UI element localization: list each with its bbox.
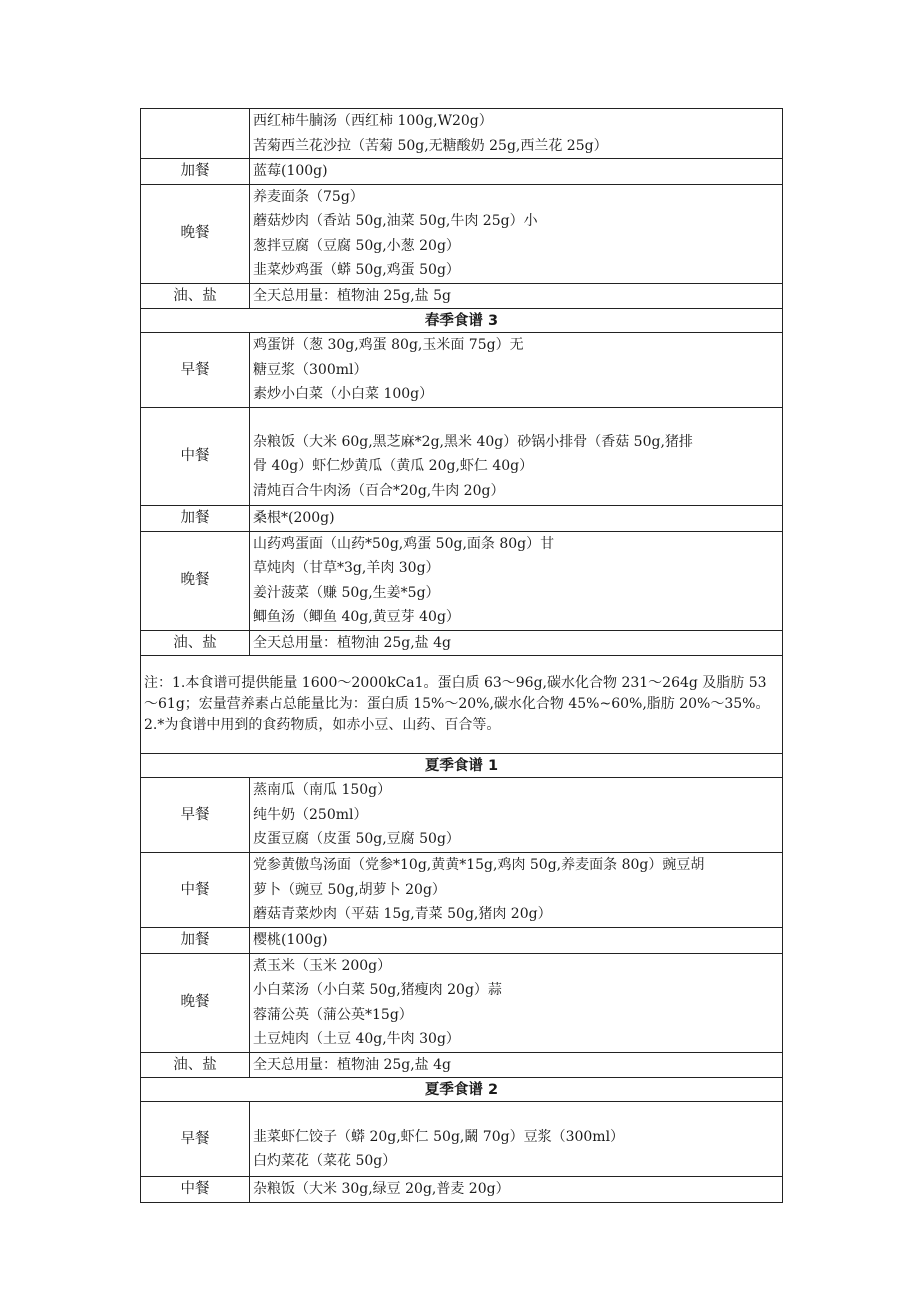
meal-items [250, 630, 783, 656]
meal-item: 鸡蛋饼（葱 30g,鸡蛋 80g,玉米面 75g）无 [253, 337, 524, 354]
meal-items [250, 853, 783, 928]
meal-item: 蘑菇炒肉（香站 50g,油菜 50g,牛肉 25g）小 [253, 213, 538, 229]
meal-label: 加餐 [141, 506, 250, 532]
meal-item: 西红柿牛腩汤（西红柿 100g,W20g） [253, 113, 493, 129]
meal-items [250, 333, 783, 408]
note-line: 2.*为食谱中用到的食药物质，如赤小豆、山药、百合等。 [144, 717, 501, 733]
table-row [141, 506, 783, 532]
meal-items [250, 184, 783, 283]
meal-item: 土豆炖肉（土豆 40g,牛肉 30g） [253, 1031, 460, 1047]
meal-label: 中餐 [141, 1177, 250, 1203]
meal-item: 素炒小白菜（小白菜 100g） [253, 386, 434, 403]
meal-plan-table [140, 108, 783, 1203]
meal-item: 桑根*(200g) [253, 510, 335, 526]
note-text [141, 656, 783, 754]
table-row [141, 853, 783, 928]
meal-label-empty [141, 109, 250, 159]
meal-items [250, 408, 783, 506]
note-row [141, 656, 783, 754]
meal-item: 鲫鱼汤（鲫鱼 40g,黄豆芽 40g） [253, 609, 460, 625]
meal-item: 蓝莓(100g) [253, 163, 328, 179]
meal-item: 韭菜虾仁饺子（蟒 20g,虾仁 50g,鬫 70g）豆浆（300ml） [253, 1128, 625, 1145]
table-row [141, 778, 783, 853]
meal-label: 中餐 [141, 408, 250, 506]
meal-label: 加餐 [141, 159, 250, 185]
meal-label: 油、盐 [141, 283, 250, 309]
table-row [141, 159, 783, 185]
meal-item: 萝卜（豌豆 50g,胡萝卜 20g） [253, 881, 446, 898]
meal-item: 清炖百合牛肉汤（百合*20g,牛肉 20g） [253, 482, 505, 499]
table-row [141, 1102, 783, 1177]
meal-label: 早餐 [141, 778, 250, 853]
table-row [141, 630, 783, 656]
table-row [141, 408, 783, 506]
meal-items [250, 953, 783, 1052]
meal-label: 晚餐 [141, 184, 250, 283]
meal-item: 小白菜汤（小白菜 50g,猪瘦肉 20g）蒜 [253, 982, 502, 998]
meal-items [250, 109, 783, 159]
table-row [141, 283, 783, 309]
section-title-row [141, 1078, 783, 1102]
section-title-row [141, 309, 783, 333]
meal-item: 草炖肉（甘草*3g,羊肉 30g） [253, 560, 440, 576]
meal-item: 纯牛奶（250ml） [253, 806, 368, 823]
meal-item: 全天总用量：植物油 25g,盐 4g [253, 634, 451, 651]
table-row [141, 333, 783, 408]
section-title-row [141, 754, 783, 778]
meal-items [250, 283, 783, 309]
meal-label: 油、盐 [141, 630, 250, 656]
table-row [141, 184, 783, 283]
table-row [141, 109, 783, 159]
table-row [141, 1177, 783, 1203]
meal-label: 晚餐 [141, 953, 250, 1052]
section-title: 夏季食谱 1 [141, 754, 783, 778]
meal-item: 骨 40g）虾仁炒黄瓜（黄瓜 20g,虾仁 40g） [253, 458, 534, 475]
meal-item: 养麦面条（75g） [253, 188, 364, 205]
table-row [141, 1052, 783, 1078]
meal-label: 晚餐 [141, 531, 250, 630]
meal-items [250, 778, 783, 853]
meal-label: 早餐 [141, 333, 250, 408]
meal-item: 山药鸡蛋面（山药*50g,鸡蛋 50g,面条 80g）甘 [253, 535, 555, 552]
meal-item: 糖豆浆（300ml） [253, 361, 368, 378]
meal-item: 苦菊西兰花沙拉（苦菊 50g,无糖酸奶 25g,西兰花 25g） [253, 137, 608, 154]
meal-item: 白灼菜花（菜花 50g） [253, 1153, 397, 1169]
meal-item: 葱拌豆腐（豆腐 50g,小葱 20g） [253, 237, 460, 254]
meal-label: 早餐 [141, 1102, 250, 1177]
section-title: 夏季食谱 2 [141, 1078, 783, 1102]
meal-item: 蒸南瓜（南瓜 150g） [253, 782, 392, 799]
meal-item: 蘑菇青菜炒肉（平菇 15g,青菜 50g,猪肉 20g） [253, 906, 552, 923]
note-line: 注：1.本食谱可提供能量 1600～2000kCa1。蛋白质 63～96g,碳水化合物 231～264g 及脂肪 53～61g；宏量营养素占总能量比为：蛋白质 15%～20%,碳水化合物 45%~60%,脂肪 20%～35%。 [144, 675, 770, 712]
meal-item: 煮玉米（玉米 200g） [253, 957, 392, 974]
meal-item: 党参黄傲鸟汤面（党参*10g,黄黄*15g,鸡肉 50g,养麦面条 80g）豌豆胡 [253, 857, 705, 874]
meal-item: 韭菜炒鸡蛋（蟒 50g,鸡蛋 50g） [253, 262, 460, 278]
meal-items [250, 928, 783, 954]
meal-item: 全天总用量：植物油 25g,盐 4g [253, 1056, 451, 1073]
meal-items [250, 506, 783, 532]
meal-item: 姜汁菠菜（赚 50g,生姜*5g） [253, 584, 440, 601]
meal-label: 加餐 [141, 928, 250, 954]
meal-label: 油、盐 [141, 1052, 250, 1078]
meal-item: 皮蛋豆腐（皮蛋 50g,豆腐 50g） [253, 831, 460, 848]
meal-items [250, 159, 783, 185]
meal-items [250, 1052, 783, 1078]
table-row [141, 953, 783, 1052]
meal-item: 杂粮饭（大米 60g,黑芝麻*2g,黑米 40g）砂锅小排骨（香菇 50g,猪排 [253, 433, 693, 450]
meal-items [250, 1102, 783, 1177]
meal-label: 中餐 [141, 853, 250, 928]
meal-item: 全天总用量：植物油 25g,盐 5g [253, 287, 451, 304]
meal-item: 蓉蒲公英（蒲公英*15g） [253, 1006, 413, 1023]
meal-item: 杂粮饭（大米 30g,绿豆 20g,普麦 20g） [253, 1181, 510, 1197]
meal-items [250, 531, 783, 630]
meal-items [250, 1177, 783, 1203]
table-row [141, 531, 783, 630]
section-title: 春季食谱 3 [141, 309, 783, 333]
meal-item: 樱桃(100g) [253, 932, 328, 948]
table-row [141, 928, 783, 954]
